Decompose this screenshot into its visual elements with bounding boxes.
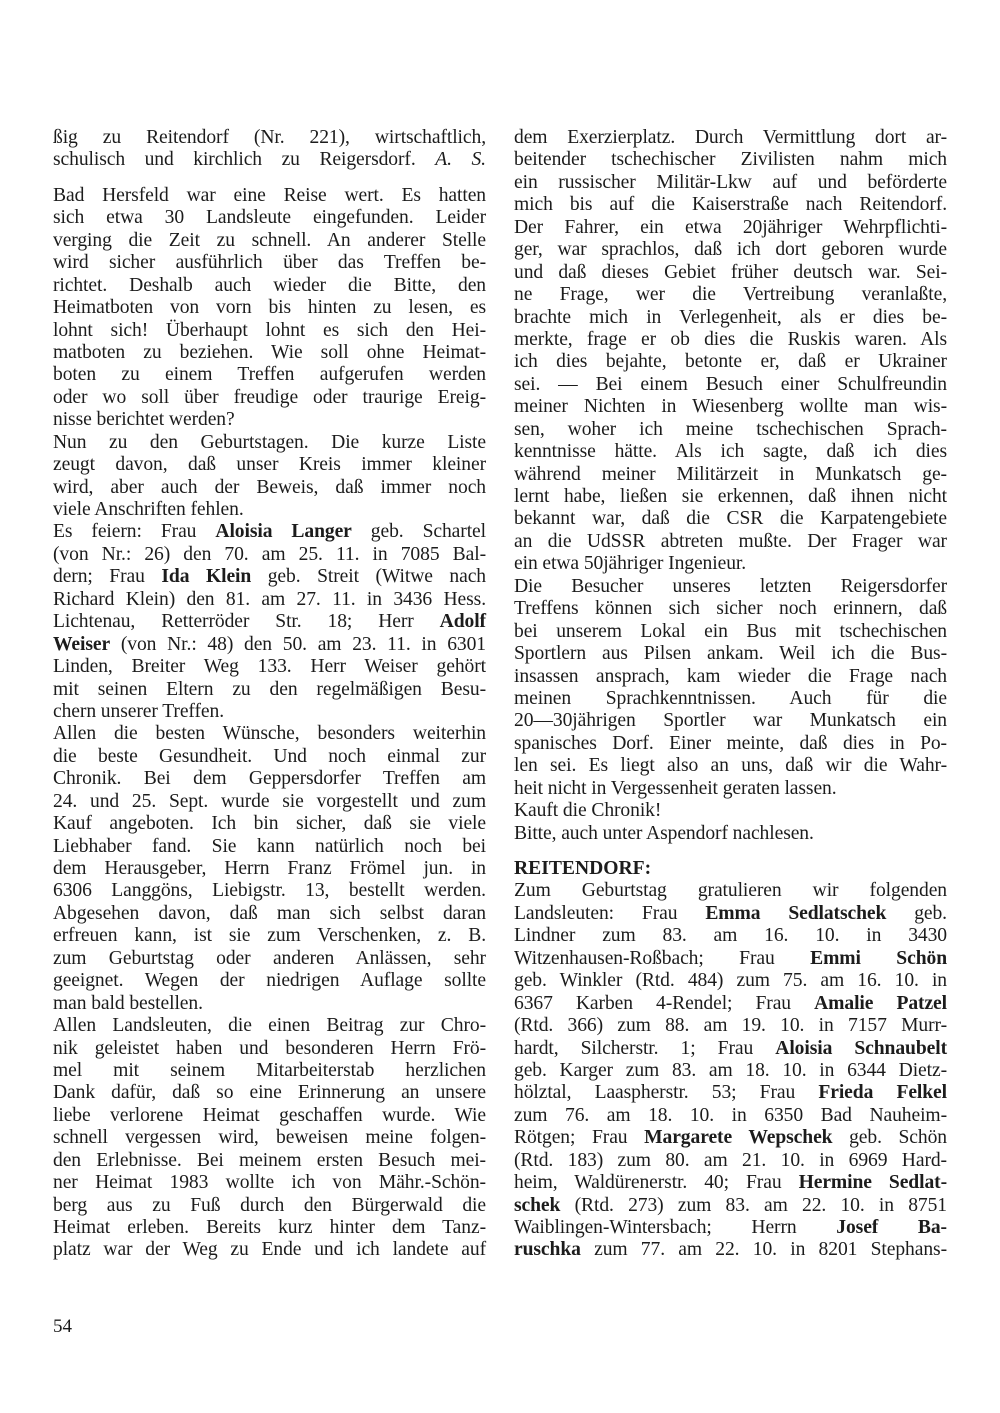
text-line: Nun zu den Geburtstagen. Die kurze Liste	[53, 431, 486, 453]
person-name: schek	[514, 1194, 561, 1216]
text-span: 6367 Karben 4-Rendel; Frau	[514, 992, 815, 1014]
text-line: verging die Zeit zu schnell. An anderer Stelle	[53, 229, 486, 251]
person-name: Hermine Sedlat-	[798, 1172, 947, 1194]
text-line: Heimatboten von vorn bis hinten zu lesen, es	[53, 297, 486, 319]
text-line: Treffens können sich sicher noch erinnern, daß	[514, 598, 947, 620]
text-line: lernt habe, ließen sie erkennen, daß ihnen nicht	[514, 486, 947, 507]
text-line: erfreuen kann, ist sie zum Verschenken, z. B.	[53, 925, 486, 947]
text-span: geb. Schartel	[351, 521, 486, 543]
text-line: mel mit seinem Mitarbeiterstab herzlichen	[53, 1059, 486, 1081]
text-line: Abgesehen davon, daß man sich selbst daran	[53, 902, 486, 924]
text-line	[53, 566, 486, 588]
text-line: heit nicht in Vergessenheit geraten lassen.	[514, 777, 837, 799]
text-line: 24. und 25. Sept. wurde sie vorgestellt und zum	[53, 790, 486, 812]
text-line: an die UdSSR abtreten mußte. Der Frager war	[514, 530, 947, 552]
text-line: ger, war sprachlos, daß ich dort geboren wurde	[514, 239, 947, 261]
text-span: schulisch und kirchlich zu Reigersdorf.	[53, 149, 416, 171]
text-line: (Rtd. 366) zum 88. am 19. 10. in 7157 Murr-	[514, 1015, 947, 1037]
text-span: hardt, Silcherstr. 1; Frau	[514, 1037, 776, 1059]
text-line: len sei. Es liegt also an uns, daß wir die Wahr-	[514, 755, 947, 777]
text-line	[514, 948, 947, 970]
text-line: und daß dieses Gebiet früher deutsch war. Sei-	[514, 261, 947, 283]
text-line	[514, 993, 947, 1015]
author-signature: A. S.	[435, 149, 486, 171]
person-name: ruschka	[514, 1239, 581, 1261]
text-line: platz war der Weg zu Ende und ich landete auf	[53, 1239, 486, 1261]
text-span: Rötgen; Frau	[514, 1127, 645, 1149]
text-span: Waiblingen-Wintersbach; Herrn	[514, 1217, 837, 1238]
text-line: Kauf angeboten. Ich bin sicher, daß sie viele	[53, 813, 486, 835]
person-name: Josef Ba-	[836, 1217, 947, 1238]
text-line: nik geleistet haben und besonderen Herrn Frö-	[53, 1037, 486, 1059]
text-line: geeignet. Wegen der niedrigen Auflage sollte	[53, 970, 486, 992]
text-line	[514, 1172, 947, 1194]
text-line: ein russischer Militär-Lkw auf und beförderte	[514, 171, 947, 193]
text-line: die beste Gesundheit. Und noch einmal zur	[53, 745, 486, 767]
text-line: (Rtd. 183) zum 80. am 21. 10. in 6969 Hard-	[514, 1149, 947, 1171]
text-line: Kauft die Chronik!	[514, 800, 662, 822]
text-line: (von Nr.: 26) den 70. am 25. 11. in 7085 Bal-	[53, 543, 486, 565]
text-line	[514, 1217, 947, 1239]
text-line: chern unserer Treffen.	[53, 700, 225, 722]
text-line: liebe verlorene Heimat geschaffen wurde. Wie	[53, 1104, 486, 1126]
text-line: Linden, Breiter Weg 133. Herr Weiser gehört	[53, 656, 486, 678]
text-line	[514, 1038, 947, 1060]
text-line: während meiner Militärzeit in Munkatsch ge-	[514, 463, 947, 485]
text-line: sen, woher ich meine tschechischen Sprach-	[514, 418, 947, 440]
text-span: (Rtd. 273) zum 83. am 22. 10. in 8751	[560, 1194, 947, 1216]
text-line: dem Exerzierplatz. Durch Vermittlung dort ar-	[514, 127, 947, 148]
text-line: ne Frage, wer die Vertreibung veranlaßte,	[514, 284, 947, 306]
text-span: (von Nr.: 48) den 50. am 23. 11. in 6301	[110, 633, 486, 655]
text-line: Lindner zum 83. am 16. 10. in 3430	[514, 925, 947, 947]
text-line: Die Besucher unseres letzten Reigersdorfer	[514, 575, 947, 597]
text-line: Heimat erleben. Bereits kurz hinter dem Tanz-	[53, 1217, 486, 1238]
text-line	[514, 903, 947, 925]
text-line: meiner Nichten in Wiesenberg wollte man wis-	[514, 396, 947, 418]
text-line: bekannt war, daß die CSR die Karpatengebiete	[514, 508, 947, 530]
text-line: viele Anschriften fehlen.	[53, 499, 244, 520]
person-name: Frieda Felkel	[818, 1082, 947, 1104]
text-line: Bitte, auch unter Aspendorf nachlesen.	[514, 822, 814, 844]
text-line: Richard Klein) den 81. am 27. 11. in 3436 Hess.	[53, 588, 486, 610]
text-span: Landsleuten: Frau	[514, 902, 706, 924]
text-line: kenntnisse hätte. Als ich sagte, daß ich dies	[514, 441, 947, 463]
text-line: brachte mich in Verlegenheit, als er dies be-	[514, 306, 947, 328]
text-line: geb. Winkler (Rtd. 484) zum 75. am 16. 10. in	[514, 970, 947, 992]
person-name: Amalie Patzel	[814, 992, 947, 1014]
section-heading: REITENDORF:	[514, 858, 652, 879]
text-span: hölztal, Laaspherstr. 53; Frau	[514, 1082, 819, 1104]
text-span: zum 77. am 22. 10. in 8201 Stephans-	[580, 1239, 947, 1261]
text-line: mich bis auf die Kaiserstraße nach Reitendorf.	[514, 194, 947, 216]
text-span: geb. Schön	[832, 1127, 947, 1149]
text-line: Zum Geburtstag gratulieren wir folgenden	[514, 880, 947, 902]
text-span: geb.	[886, 902, 947, 924]
text-line: 6306 Langgöns, Liebigstr. 13, bestellt werden.	[53, 880, 486, 902]
text-line	[514, 1195, 947, 1217]
text-line: richtet. Deshalb auch wieder die Bitte, den	[53, 274, 486, 296]
text-line: zum 76. am 18. 10. in 6350 Bad Nauheim-	[514, 1104, 947, 1126]
text-line: boten zu einem Treffen aufgerufen werden	[53, 364, 486, 386]
text-line: Sportlern aus Pilsen ankam. Weil ich die Bus-	[514, 643, 947, 665]
right-column	[514, 127, 947, 1262]
text-span: geb. Streit (Witwe nach	[251, 566, 486, 588]
text-line	[514, 1239, 947, 1261]
text-line: Der Fahrer, ein etwa 20jähriger Wehrpflichti-	[514, 216, 947, 238]
text-line: schnell vergessen wird, beweisen meine folgen-	[53, 1127, 486, 1149]
text-line: ein etwa 50jähriger Ingenieur.	[514, 553, 747, 575]
text-line: merkte, frage er ob dies die Ruskis waren. Als	[514, 328, 947, 350]
text-line: den Erlebnisse. Bei meinem ersten Besuch mei-	[53, 1149, 486, 1171]
text-line: 20—30jährigen Sportler war Munkatsch ein	[514, 710, 947, 732]
text-line: wird, aber auch der Beweis, daß immer noch	[53, 476, 486, 498]
person-name: Aloisia Schnaubelt	[775, 1037, 947, 1059]
text-line: berg aus zu Fuß durch den Bürgerwald die	[53, 1194, 486, 1216]
text-line: zum Geburtstag oder anderen Anlässen, sehr	[53, 947, 486, 969]
text-line	[53, 521, 486, 543]
text-line: Allen Landsleuten, die einen Beitrag zur Chro-	[53, 1015, 486, 1037]
text-line	[53, 149, 486, 171]
text-line: ßig zu Reitendorf (Nr. 221), wirtschaftlich,	[53, 127, 486, 148]
text-span: Witzenhausen-Roßbach; Frau	[514, 947, 811, 969]
text-line: man bald bestellen.	[53, 992, 203, 1014]
text-line	[514, 1127, 947, 1149]
text-line: Allen die besten Wünsche, besonders weiterhin	[53, 723, 486, 745]
page-number: 54	[53, 1316, 72, 1337]
text-line: oder wo soll über freudige oder traurige Ereig-	[53, 386, 486, 408]
text-span: dern; Frau	[53, 566, 162, 588]
text-line: meinen Sprachkenntnissen. Auch für die	[514, 687, 947, 709]
text-line: lohnt sich! Überhaupt lohnt es sich den Hei-	[53, 319, 486, 341]
text-line: geb. Karger zum 83. am 18. 10. in 6344 Dietz-	[514, 1059, 947, 1081]
text-line: nisse berichtet werden?	[53, 409, 235, 431]
text-line: Chronik. Bei dem Geppersdorfer Treffen am	[53, 768, 486, 790]
text-line: mit seinen Eltern zu den regelmäßigen Besu-	[53, 678, 486, 700]
person-name: Adolf	[439, 611, 486, 633]
person-name: Margarete Wepschek	[644, 1127, 833, 1149]
text-line: dem Herausgeber, Herrn Franz Frömel jun. in	[53, 858, 486, 879]
text-line: Dank dafür, daß so eine Erinnerung an unsere	[53, 1082, 486, 1104]
text-line: zeugt davon, daß unser Kreis immer kleiner	[53, 454, 486, 476]
text-line: sich etwa 30 Landsleute eingefunden. Leider	[53, 207, 486, 229]
text-line: wird sicher ausführlich über das Treffen be-	[53, 252, 486, 274]
person-name: Emma Sedlatschek	[705, 902, 887, 924]
text-span: heim, Waldürenerstr. 40; Frau	[514, 1172, 799, 1194]
text-line: bei unserem Lokal ein Bus mit tschechischen	[514, 620, 947, 642]
text-line: Bad Hersfeld war eine Reise wert. Es hatten	[53, 184, 486, 206]
person-name: Ida Klein	[161, 566, 252, 588]
text-span: Lichtenau, Retterröder Str. 18; Herr	[53, 611, 440, 633]
person-name: Aloisia Langer	[215, 521, 352, 543]
text-line: insassen ansprach, kam wieder die Frage nach	[514, 665, 947, 687]
text-line	[514, 1082, 947, 1104]
person-name: Emmi Schön	[810, 947, 947, 969]
person-name: Weiser	[53, 633, 111, 655]
text-line	[53, 611, 486, 633]
left-column	[53, 127, 486, 1262]
text-line: ich dies bejahte, betonte er, daß er Ukrainer	[514, 351, 947, 373]
text-line: Liebhaber fand. Sie kann natürlich noch bei	[53, 835, 486, 857]
text-line	[53, 634, 486, 656]
text-line: spanisches Dorf. Einer meinte, daß dies in Po-	[514, 732, 947, 754]
text-line: matboten zu beziehen. Wie soll ohne Heimat-	[53, 341, 486, 363]
text-line: beitender tschechischer Zivilisten nahm mich	[514, 149, 947, 171]
text-span: Es feiern: Frau	[53, 521, 216, 543]
text-line: sei. — Bei einem Besuch einer Schulfreundin	[514, 373, 947, 395]
text-line: ner Heimat 1983 wollte ich von Mähr.-Schön-	[53, 1172, 486, 1194]
